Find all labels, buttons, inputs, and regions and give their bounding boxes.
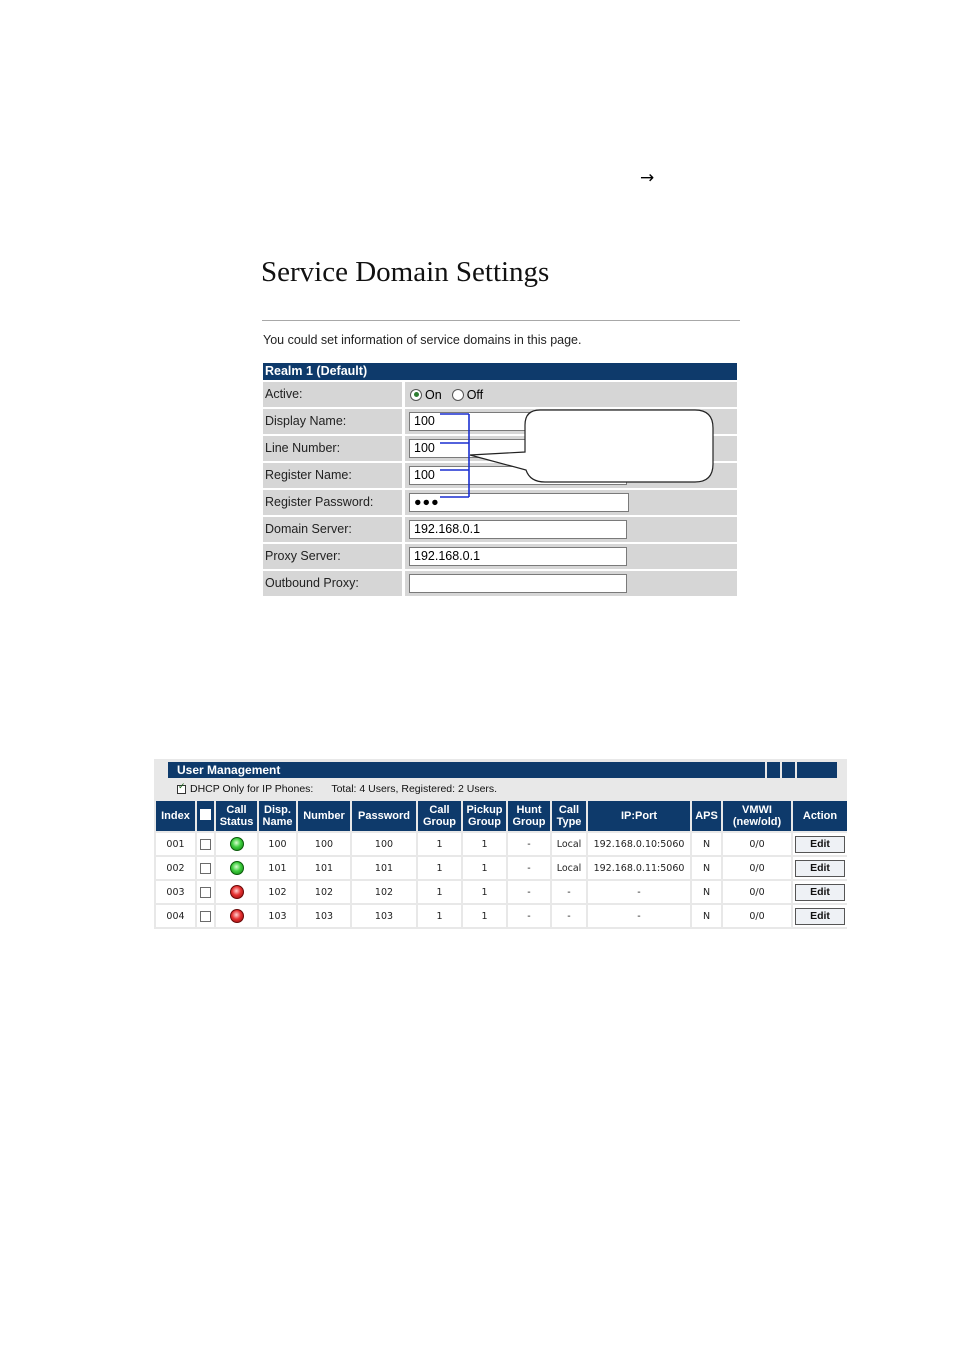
user-table	[154, 801, 849, 927]
line-number-row	[263, 436, 737, 461]
row-aps: N	[692, 903, 721, 927]
domain-server-input[interactable]: 192.168.0.1	[409, 520, 627, 539]
row-password: 101	[352, 855, 416, 879]
col-disp-name: Disp. Name	[259, 801, 296, 831]
col-password: Password	[352, 801, 416, 831]
arrow-right-icon: →	[640, 168, 655, 188]
realm-settings-table	[263, 363, 737, 596]
proxy-server-label: Proxy Server:	[263, 544, 402, 569]
row-password: 102	[352, 879, 416, 903]
row-aps: N	[692, 879, 721, 903]
active-off-radio[interactable]	[452, 389, 464, 401]
row-password: 100	[352, 831, 416, 855]
row-call-group: 1	[418, 855, 461, 879]
display-name-label: Display Name:	[263, 409, 402, 434]
status-offline-icon	[230, 885, 244, 899]
col-pickup-group: Pickup Group	[463, 801, 506, 831]
register-password-input[interactable]: ●●●	[409, 493, 629, 512]
line-number-input[interactable]: 100	[409, 439, 627, 458]
row-call-type: -	[552, 903, 586, 927]
col-number: Number	[298, 801, 350, 831]
user-management-title: User Management	[177, 763, 281, 777]
edit-button[interactable]: Edit	[795, 860, 845, 877]
row-ip-port: -	[588, 903, 690, 927]
row-aps: N	[692, 831, 721, 855]
row-select-checkbox[interactable]	[200, 863, 211, 874]
outbound-proxy-label: Outbound Proxy:	[263, 571, 402, 596]
row-ip-port: -	[588, 879, 690, 903]
select-all-checkbox[interactable]	[200, 809, 211, 820]
col-aps: APS	[692, 801, 721, 831]
row-hunt-group: -	[508, 879, 550, 903]
row-number: 101	[298, 855, 350, 879]
col-call-status: Call Status	[216, 801, 257, 831]
col-ip-port: IP:Port	[588, 801, 690, 831]
row-select-checkbox[interactable]	[200, 839, 211, 850]
row-vmwi: 0/0	[723, 855, 791, 879]
table-row	[156, 903, 847, 927]
line-number-label: Line Number:	[263, 436, 402, 461]
row-number: 102	[298, 879, 350, 903]
row-pickup-group: 1	[463, 879, 506, 903]
status-offline-icon	[230, 909, 244, 923]
table-row	[156, 879, 847, 903]
active-label: Active:	[263, 382, 402, 407]
col-call-type: Call Type	[552, 801, 586, 831]
register-name-row	[263, 463, 737, 488]
table-row	[156, 855, 847, 879]
active-on-radio[interactable]	[410, 389, 422, 401]
col-select-all	[197, 801, 214, 831]
row-vmwi: 0/0	[723, 831, 791, 855]
edit-button[interactable]: Edit	[795, 836, 845, 853]
row-index: 001	[156, 831, 195, 855]
col-vmwi: VMWI (new/old)	[723, 801, 791, 831]
domain-server-row	[263, 517, 737, 542]
row-select-checkbox[interactable]	[200, 911, 211, 922]
proxy-server-row	[263, 544, 737, 569]
row-pickup-group: 1	[463, 903, 506, 927]
row-call-group: 1	[418, 903, 461, 927]
col-hunt-group: Hunt Group	[508, 801, 550, 831]
row-call-type: Local	[552, 855, 586, 879]
domain-server-label: Domain Server:	[263, 517, 402, 542]
row-call-type: Local	[552, 831, 586, 855]
row-password: 103	[352, 903, 416, 927]
row-number: 103	[298, 903, 350, 927]
row-disp-name: 103	[259, 903, 296, 927]
row-call-group: 1	[418, 831, 461, 855]
status-online-icon	[230, 837, 244, 851]
register-password-label: Register Password:	[263, 490, 402, 515]
dhcp-option	[177, 783, 497, 795]
active-off-label: Off	[466, 387, 484, 402]
row-index: 002	[156, 855, 195, 879]
row-call-type: -	[552, 879, 586, 903]
dhcp-only-checkbox[interactable]	[177, 785, 186, 794]
status-online-icon	[230, 861, 244, 875]
active-on-label: On	[425, 387, 442, 402]
edit-button[interactable]: Edit	[795, 884, 845, 901]
col-index: Index	[156, 801, 195, 831]
user-table-header	[156, 801, 847, 831]
col-action: Action	[793, 801, 847, 831]
row-hunt-group: -	[508, 831, 550, 855]
row-index: 003	[156, 879, 195, 903]
active-row	[263, 382, 737, 407]
outbound-proxy-input[interactable]	[409, 574, 627, 593]
row-pickup-group: 1	[463, 855, 506, 879]
row-hunt-group: -	[508, 855, 550, 879]
user-management-header	[168, 762, 837, 778]
row-disp-name: 102	[259, 879, 296, 903]
row-ip-port: 192.168.0.11:5060	[588, 855, 690, 879]
page-description: You could set information of service domains in this page.	[263, 333, 582, 347]
proxy-server-input[interactable]: 192.168.0.1	[409, 547, 627, 566]
outbound-proxy-row	[263, 571, 737, 596]
page-title: Service Domain Settings	[261, 256, 550, 288]
title-divider	[262, 320, 740, 321]
row-ip-port: 192.168.0.10:5060	[588, 831, 690, 855]
register-name-input[interactable]: 100	[409, 466, 627, 485]
row-pickup-group: 1	[463, 831, 506, 855]
user-total-summary: Total: 4 Users, Registered: 2 Users.	[331, 783, 498, 795]
row-index: 004	[156, 903, 195, 927]
row-select-checkbox[interactable]	[200, 887, 211, 898]
row-vmwi: 0/0	[723, 879, 791, 903]
register-name-label: Register Name:	[263, 463, 402, 488]
realm-header: Realm 1 (Default)	[263, 363, 737, 380]
display-name-row	[263, 409, 737, 434]
row-aps: N	[692, 855, 721, 879]
register-password-row	[263, 490, 737, 515]
dhcp-only-label: DHCP Only for IP Phones:	[190, 783, 314, 795]
edit-button[interactable]: Edit	[795, 908, 845, 925]
row-disp-name: 101	[259, 855, 296, 879]
row-disp-name: 100	[259, 831, 296, 855]
row-number: 100	[298, 831, 350, 855]
user-management-panel	[154, 759, 847, 929]
row-hunt-group: -	[508, 903, 550, 927]
display-name-input[interactable]: 100	[409, 412, 627, 431]
row-vmwi: 0/0	[723, 903, 791, 927]
table-row	[156, 831, 847, 855]
col-call-group: Call Group	[418, 801, 461, 831]
row-call-group: 1	[418, 879, 461, 903]
